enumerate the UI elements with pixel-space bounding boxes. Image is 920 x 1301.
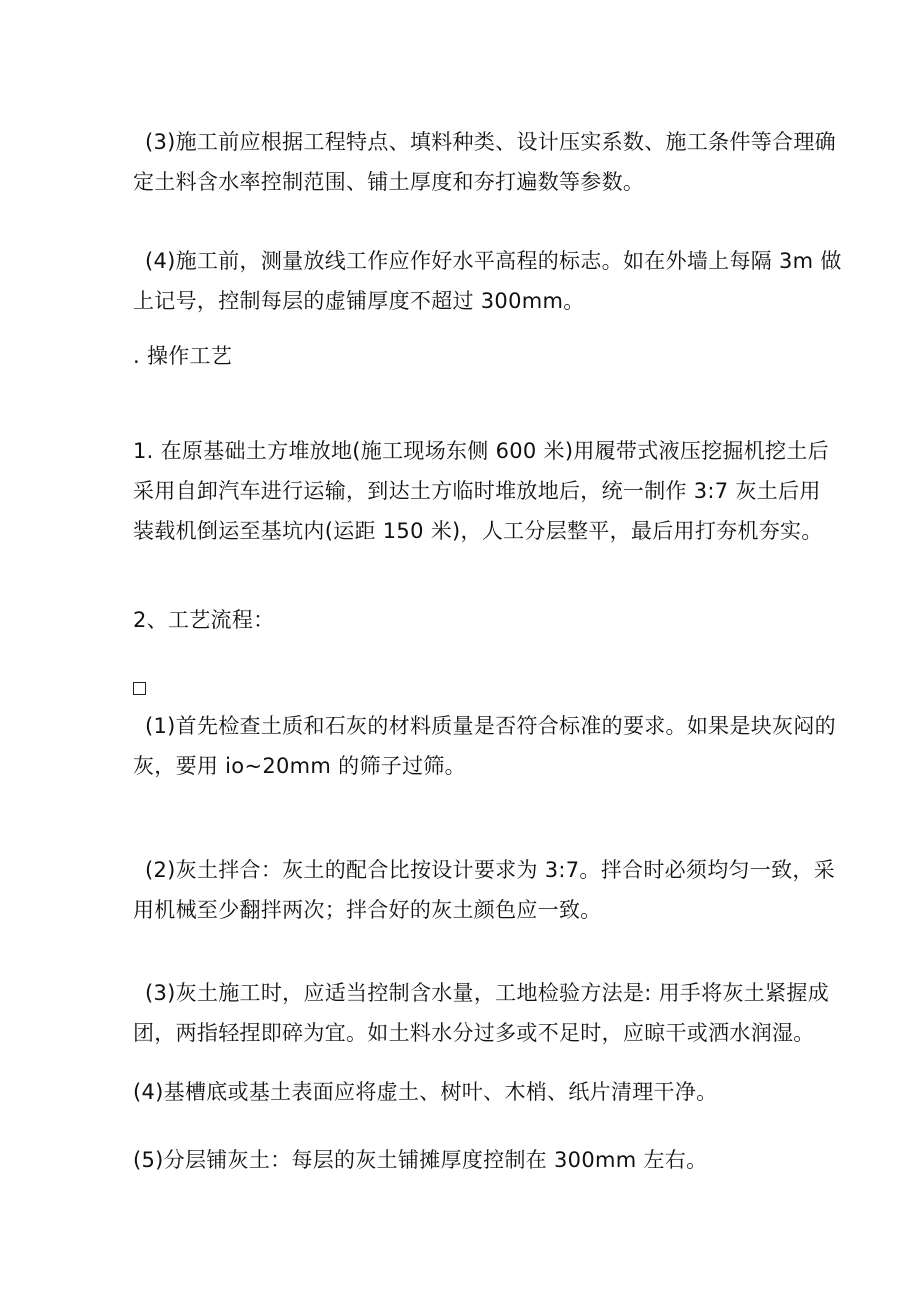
text-line: (2)灰土拌合：灰土的配合比按设计要求为 3:7。拌合时必须均匀一致，采	[145, 858, 836, 882]
text-line: 灰，要用 io~20mm 的筛子过筛。	[133, 754, 466, 778]
text-line: (3)灰土施工时，应适当控制含水量，工地检验方法是: 用手将灰土紧握成	[145, 981, 829, 1005]
text-line: (3)施工前应根据工程特点、填料种类、设计压实系数、施工条件等合理确	[145, 130, 836, 154]
paragraph-step-2-flow	[133, 600, 793, 640]
text-line: 用机械至少翻拌两次；拌合好的灰土颜色应一致。	[133, 898, 602, 922]
paragraph-4-survey-marks	[133, 241, 842, 321]
text-line: (4)基槽底或基土表面应将虚土、树叶、木梢、纸片清理干净。	[133, 1080, 718, 1104]
empty-box-icon	[133, 682, 146, 695]
text-line: (5)分层铺灰土：每层的灰土铺摊厚度控制在 300mm 左右。	[133, 1148, 708, 1172]
paragraph-b2-mixing	[133, 850, 836, 930]
paragraph-b3-moisture	[133, 973, 829, 1053]
text-line: 上记号，控制每层的虚铺厚度不超过 300mm。	[133, 289, 585, 313]
text-line: 采用自卸汽车进行运输，到达土方临时堆放地后，统一制作 3:7 灰土后用	[133, 479, 821, 503]
flow-chart-placeholder	[133, 668, 793, 708]
paragraph-3-prep-params	[133, 122, 836, 202]
heading-text: . 操作工艺	[133, 344, 233, 368]
text-line: 1. 在原基础土方堆放地(施工现场东侧 600 米)用履带式液压挖掘机挖土后	[133, 439, 829, 463]
paragraph-b4-cleaning	[133, 1072, 793, 1112]
paragraph-step-1-transport	[133, 431, 829, 551]
section-heading-operation	[133, 336, 793, 376]
text-line: (1)首先检查土质和石灰的材料质量是否符合标准的要求。如果是块灰闷的	[145, 714, 836, 738]
text-line: 团，两指轻捏即碎为宜。如土料水分过多或不足时，应晾干或洒水润湿。	[133, 1021, 815, 1045]
paragraph-b1-material-check	[133, 706, 836, 786]
text-line: 装载机倒运至基坑内(运距 150 米)，人工分层整平，最后用打夯机夯实。	[133, 519, 823, 543]
text-line: 定土料含水率控制范围、铺土厚度和夯打遍数等参数。	[133, 170, 645, 194]
paragraph-b5-layering	[133, 1140, 793, 1180]
text-line: (4)施工前，测量放线工作应作好水平高程的标志。如在外墙上每隔 3m 做	[145, 249, 842, 273]
text-line: 2、工艺流程：	[133, 608, 275, 632]
